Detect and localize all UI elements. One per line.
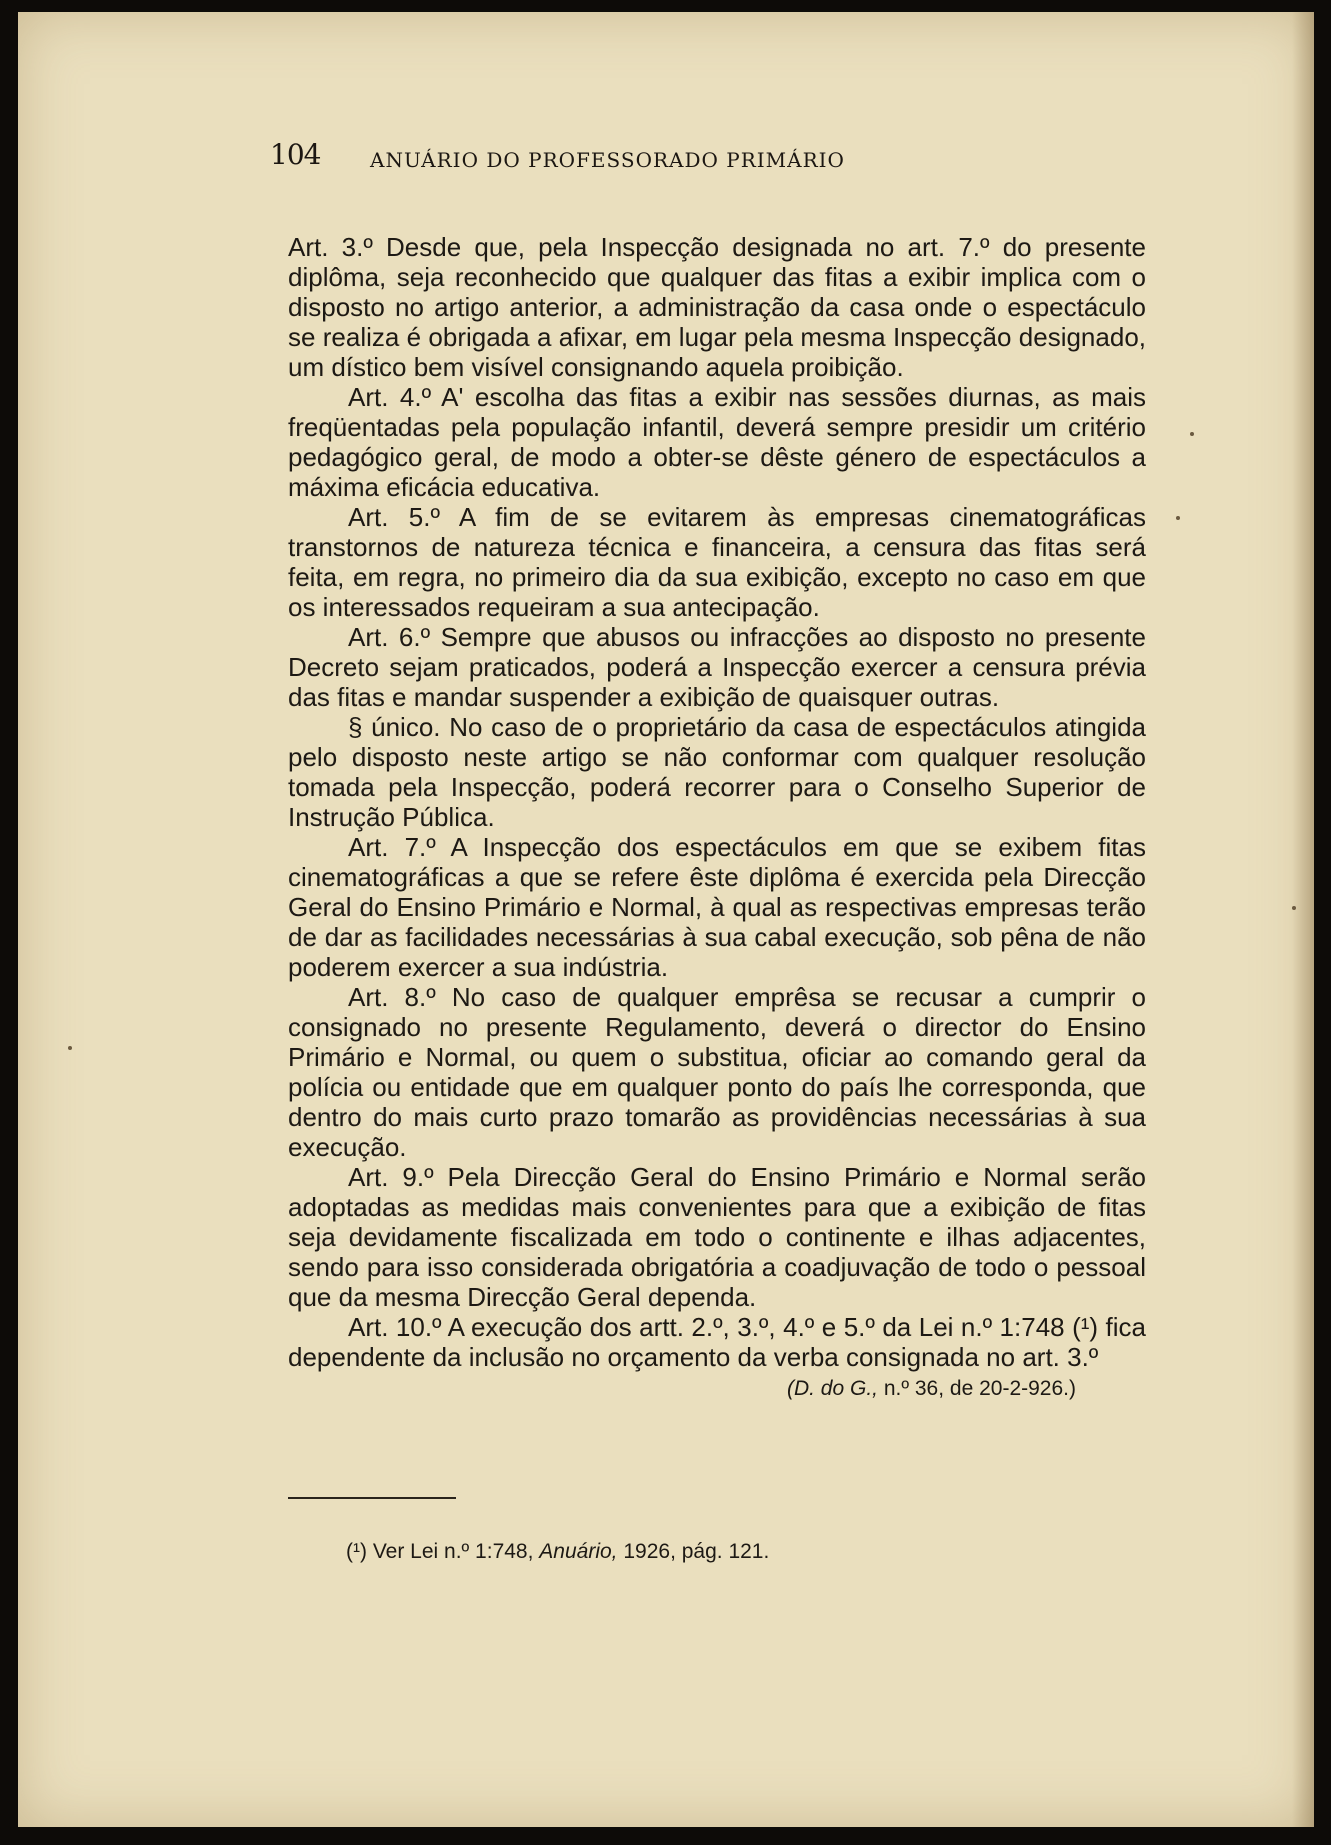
paragraph-art-9: Art. 9.º Pela Direcção Geral do Ensino Primário e Normal serão adoptadas as medidas mais convenientes para que a exibição de fitas seja devidamente fiscalizada em todo o continente e ilhas adjacentes, sendo para isso considerada obrigatória a coadjuvação de todo o pessoal que da mesma Direcção Geral dependa. bbox=[288, 1162, 1146, 1312]
footnote bbox=[346, 1540, 769, 1564]
paper-speck bbox=[68, 1046, 72, 1050]
footnote-text-after: 1926, pág. 121. bbox=[623, 1540, 770, 1563]
footnote-divider bbox=[288, 1497, 456, 1499]
source-issue: n.º 36, de 20-2-926.) bbox=[883, 1377, 1076, 1400]
paragraph-art-8: Art. 8.º No caso de qualquer emprêsa se recusar a cumprir o consignado no presente Regulamento, deverá o director do Ensino Primário e Normal, ou quem o substitua, oficiar ao comando geral da polícia ou entidade que em qualquer ponto do país lhe corresponda, que dentro do mais curto prazo tomarão as providências necessárias à sua execução. bbox=[288, 982, 1146, 1162]
paper-speck bbox=[1190, 432, 1194, 436]
page-edge-shadow bbox=[1292, 12, 1314, 1827]
paragraph-art-7: Art. 7.º A Inspecção dos espectáculos em que se exibem fitas cinematográficas a que se refere êste diplôma é exercida pela Direcção Geral do Ensino Primário e Normal, à qual as respectivas empresas terão de dar as facilidades necessárias à sua cabal execução, sob pêna de não poderem exercer a sua indústria. bbox=[288, 832, 1146, 982]
paragraph-art-3: Art. 3.º Desde que, pela Inspecção designada no art. 7.º do presente diplôma, seja reconhecido que qualquer das fitas a exibir implica com o disposto no artigo anterior, a administração da casa onde o espectáculo se realiza é obrigada a afixar, em lugar pela mesma Inspecção designado, um dístico bem visível consignando aquela proibição. bbox=[288, 232, 1146, 382]
footnote-marker: (¹) bbox=[346, 1540, 367, 1563]
paper-speck bbox=[1176, 516, 1180, 520]
footnote-text-before: Ver Lei n.º 1:748, bbox=[372, 1540, 534, 1563]
paragraph-art-6: Art. 6.º Sempre que abusos ou infracções ao disposto no presente Decreto sejam praticados, poderá a Inspecção exercer a censura prévia das fitas e mandar suspender a exibição de quaisquer outras. bbox=[288, 622, 1146, 712]
source-publication: (D. do G., bbox=[786, 1377, 879, 1400]
paragraph-art-10: Art. 10.º A execução dos artt. 2.º, 3.º, 4.º e 5.º da Lei n.º 1:748 (¹) fica dependente da inclusão no orçamento da verba consignada no art. 3.º bbox=[288, 1312, 1146, 1372]
page-header bbox=[270, 138, 970, 178]
footnote-title: Anuário, bbox=[539, 1540, 618, 1563]
page-number: 104 bbox=[270, 138, 321, 171]
running-head: ANUÁRIO DO PROFESSORADO PRIMÁRIO bbox=[370, 148, 845, 172]
paper-speck bbox=[1292, 906, 1296, 910]
source-citation bbox=[288, 1374, 1146, 1404]
body-text bbox=[288, 232, 1146, 1404]
paragraph-single-section: § único. No caso de o proprietário da casa de espectáculos atingida pelo disposto neste artigo se não conformar com qualquer resolução tomada pela Inspecção, poderá recorrer para o Conselho Superior de Instrução Pública. bbox=[288, 712, 1146, 832]
paragraph-art-5: Art. 5.º A fim de se evitarem às empresas cinematográficas transtornos de natureza técnica e financeira, a censura das fitas será feita, em regra, no primeiro dia da sua exibição, excepto no caso em que os interessados requeiram a sua antecipação. bbox=[288, 502, 1146, 622]
paragraph-art-4: Art. 4.º A' escolha das fitas a exibir nas sessões diurnas, as mais freqüentadas pela população infantil, deverá sempre presidir um critério pedagógico geral, de modo a obter-se dêste género de espectáculos a máxima eficácia educativa. bbox=[288, 382, 1146, 502]
